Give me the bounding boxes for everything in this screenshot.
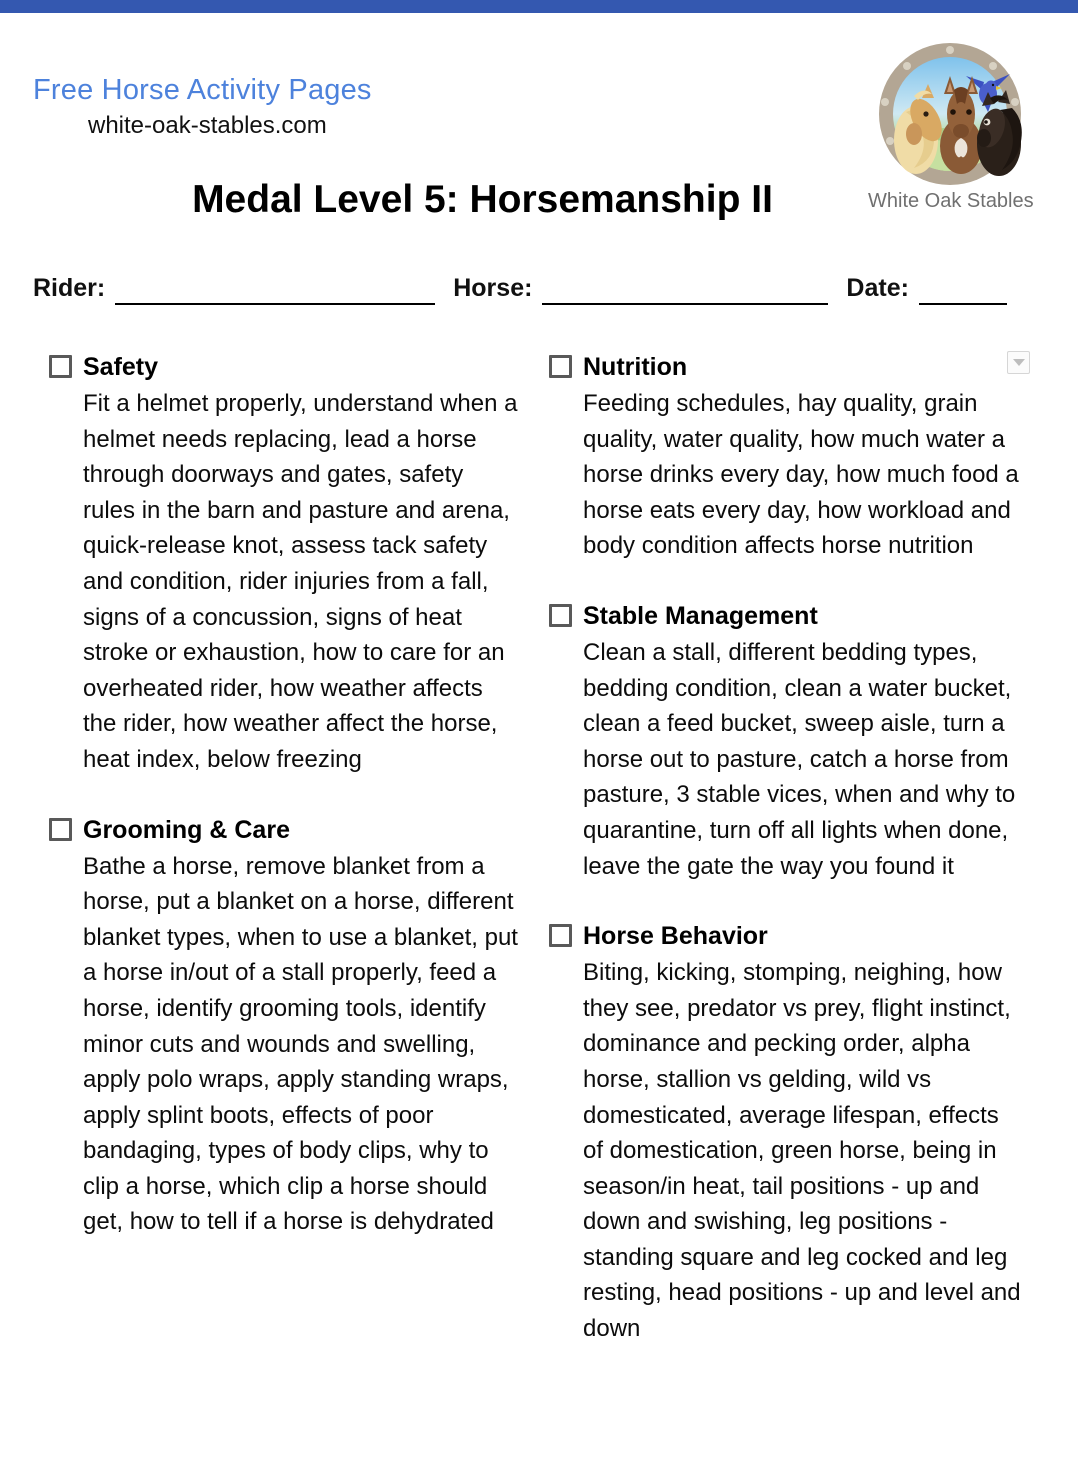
section-heading-nutrition: Nutrition [583, 353, 688, 381]
section-heading-horse-behavior: Horse Behavior [583, 922, 768, 951]
stables-logo-illustration [870, 42, 1030, 188]
rider-label: Rider: [33, 274, 106, 302]
checkbox-nutrition[interactable] [549, 355, 572, 378]
section-horse-behavior [549, 921, 1021, 1347]
horse-input-line[interactable] [542, 279, 828, 305]
section-body-stable-management: Clean a stall, different bedding types, bedding condition, clean a water bucket, clean a feed bucket, sweep aisle, turn a horse out to pasture, catch a horse from pasture, 3 stable vices, when and why to quarantine, turn off all lights when done, leave the gate the way you found it [583, 638, 1016, 880]
page-title: Medal Level 5: Horsemanship II [192, 178, 773, 221]
checklist-columns [49, 352, 1021, 1384]
section-grooming-care [49, 815, 521, 1241]
logo-caption: White Oak Stables [868, 190, 1034, 212]
checkbox-stable-management[interactable] [549, 604, 572, 627]
checkbox-safety[interactable] [49, 355, 72, 378]
section-body-grooming-care: Bathe a horse, remove blanket from a horse, put a blanket on a horse, different blanket types, when to use a blanket, put a horse in/out of a stall properly, feed a horse, identify grooming tools, identify minor cuts and wounds and swelling, apply polo wraps, apply standing wraps, apply splint boots, effects of poor bandaging, types of body clips, why to clip a horse, which clip a horse should get, how to tell if a horse is dehydrated [83, 852, 518, 1236]
rider-input-line[interactable] [115, 279, 435, 305]
checkbox-horse-behavior[interactable] [549, 924, 572, 947]
right-column [549, 352, 1021, 1384]
brand-title: Free Horse Activity Pages [33, 74, 372, 106]
checkbox-grooming-care[interactable] [49, 818, 72, 841]
section-heading-safety: Safety [83, 353, 159, 381]
down-triangle-icon [1013, 359, 1025, 366]
horse-label: Horse: [453, 274, 533, 302]
section-heading-grooming-care: Grooming & Care [83, 815, 290, 844]
date-label: Date: [846, 274, 909, 302]
section-body-horse-behavior: Biting, kicking, stomping, neighing, how they see, predator vs prey, flight instinct, dominance and pecking order, alpha horse, stallion vs gelding, wild vs domesticated, average lifespan, effects of domestication, green horse, being in season/in heat, tail positions - up and down and swishing, leg positions - standing square and leg cocked and leg resting, head positions - up and level and down [583, 959, 1021, 1343]
page-top-border [0, 0, 1078, 13]
date-input-line[interactable] [919, 279, 1007, 305]
brand-website: white-oak-stables.com [88, 112, 327, 139]
name-fields-row [33, 274, 1025, 305]
section-body-safety: Fit a helmet properly, understand when a helmet needs replacing, lead a horse through doorways and gates, safety rules in the barn and pasture and arena, quick-release knot, assess tack safety and condition, rider injuries from a fall, signs of a concussion, signs of heat stroke or exhaustion, how to care for an overheated rider, how weather affects the rider, how weather affect the horse, heat index, below freezing [83, 390, 518, 773]
section-nutrition [549, 352, 1021, 564]
section-body-nutrition: Feeding schedules, hay quality, grain quality, water quality, how much water a horse drinks every day, how much food a horse eats every day, how workload and body condition affects horse nutrition [583, 390, 1019, 560]
left-column [49, 352, 521, 1384]
dropdown-arrow-icon[interactable] [1007, 351, 1030, 374]
section-safety [49, 352, 521, 778]
section-stable-management [549, 601, 1021, 884]
section-heading-stable-management: Stable Management [583, 601, 818, 630]
